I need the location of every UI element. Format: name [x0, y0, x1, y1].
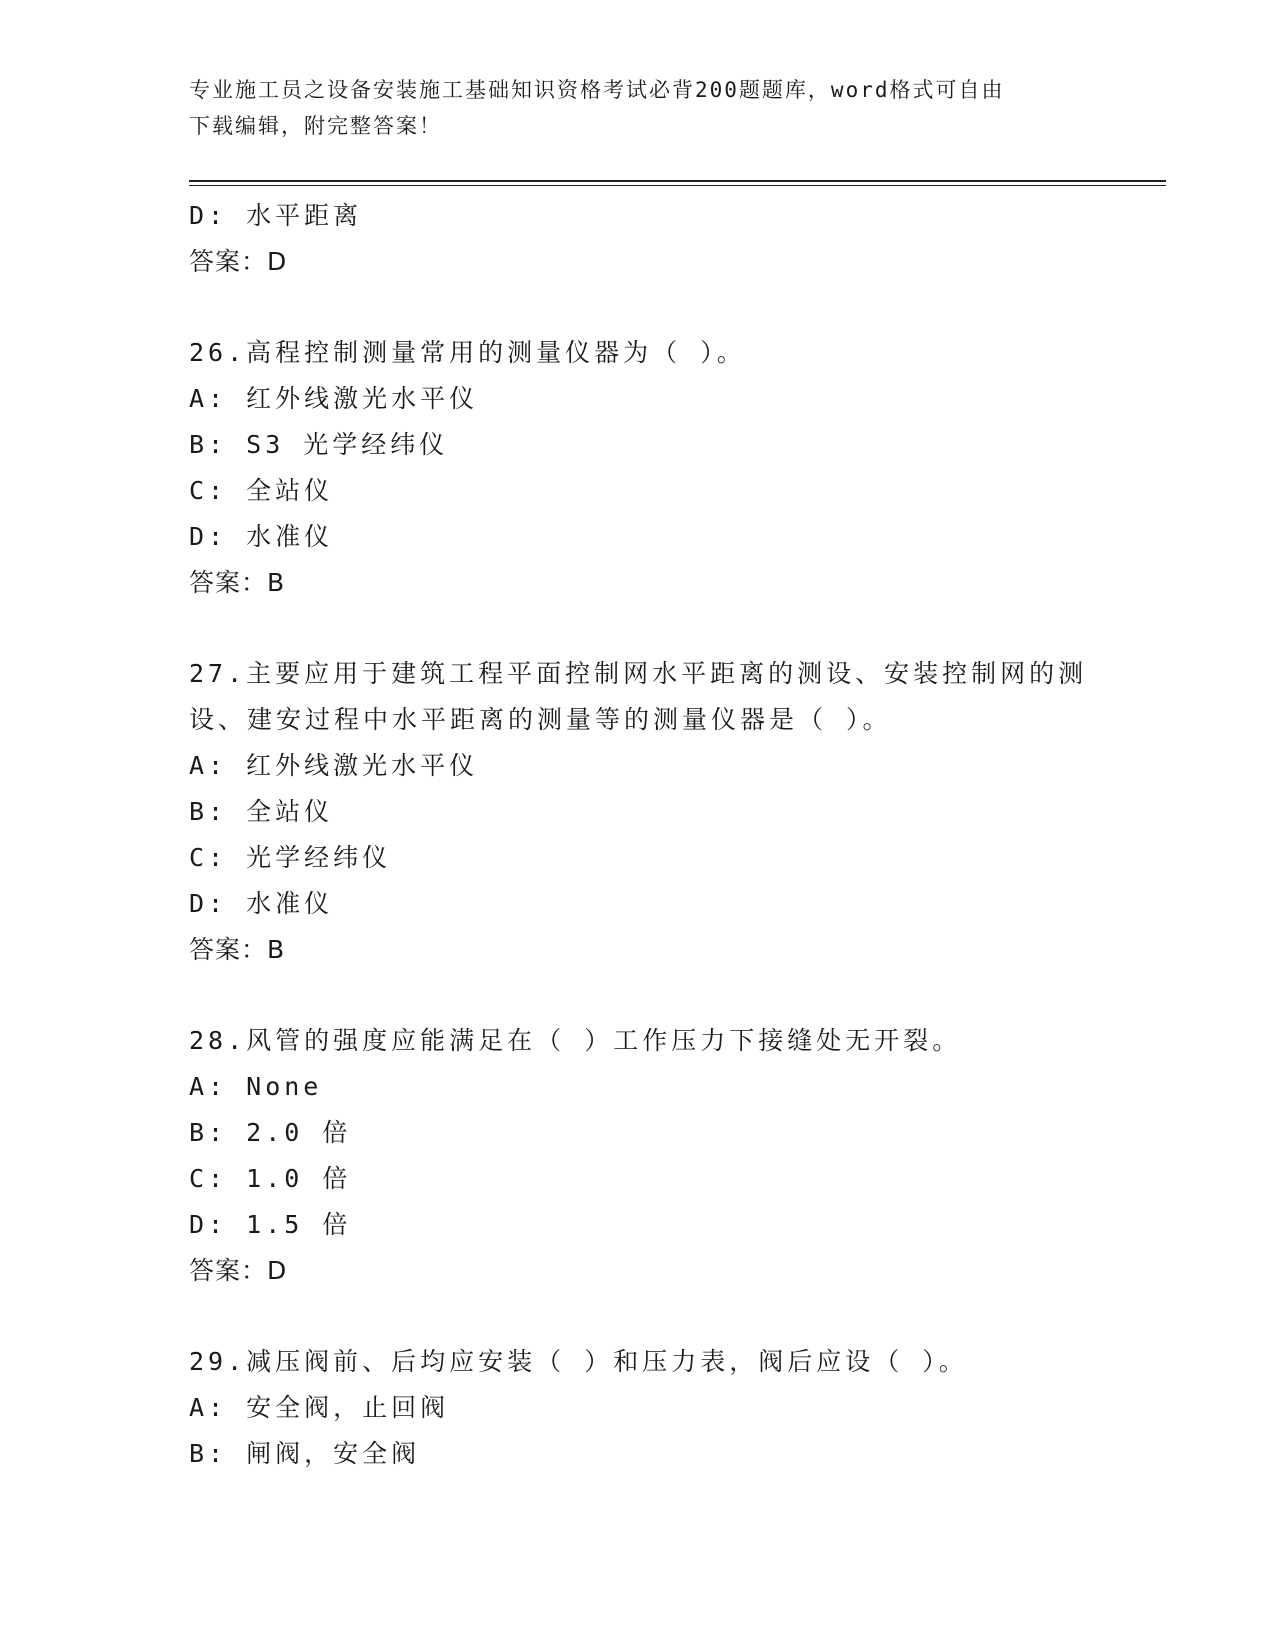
document-header	[189, 72, 1089, 144]
option-b: B: S3 光学经纬仪	[189, 430, 449, 459]
question-text-line-1: 27.主要应用于建筑工程平面控制网水平距离的测设、安装控制网的测	[189, 659, 1088, 688]
spacer	[189, 1294, 1089, 1339]
header-line-1: 专业施工员之设备安装施工基础知识资格考试必背200题题库，word格式可自由	[189, 78, 1005, 102]
option-c: C: 1.0 倍	[189, 1164, 352, 1193]
question-29	[189, 1339, 1089, 1477]
option-b: B: 2.0 倍	[189, 1118, 352, 1147]
option-d: D: 水平距离	[189, 201, 363, 230]
option-a: A: 红外线激光水平仪	[189, 384, 479, 413]
question-text: 29.减压阀前、后均应安装（ ）和压力表，阀后应设（ ）。	[189, 1347, 968, 1376]
option-b: B: 全站仪	[189, 797, 334, 826]
question-27	[189, 651, 1089, 973]
spacer	[189, 973, 1089, 1018]
question-text: 28.风管的强度应能满足在（ ）工作压力下接缝处无开裂。	[189, 1026, 962, 1055]
option-c: C: 光学经纬仪	[189, 843, 392, 872]
question-25-tail	[189, 193, 1089, 285]
option-d: D: 水准仪	[189, 889, 334, 918]
option-a: A: 安全阀，止回阀	[189, 1393, 450, 1422]
spacer	[189, 606, 1089, 651]
option-d: D: 1.5 倍	[189, 1210, 352, 1239]
question-list	[189, 193, 1089, 1477]
question-28	[189, 1018, 1089, 1294]
header-line-2: 下载编辑，附完整答案！	[189, 114, 442, 138]
answer: 答案：D	[189, 1256, 288, 1285]
answer: 答案：D	[189, 247, 288, 276]
option-c: C: 全站仪	[189, 476, 334, 505]
option-d: D: 水准仪	[189, 522, 334, 551]
answer: 答案：B	[189, 935, 286, 964]
spacer	[189, 285, 1089, 330]
option-b: B: 闸阀，安全阀	[189, 1439, 421, 1468]
option-a: A: 红外线激光水平仪	[189, 751, 479, 780]
question-26	[189, 330, 1089, 606]
option-a: A: None	[189, 1072, 323, 1101]
question-text: 26.高程控制测量常用的测量仪器为（ ）。	[189, 338, 746, 367]
question-text-line-2: 设、建安过程中水平距离的测量等的测量仪器是（ ）。	[189, 705, 892, 734]
header-divider-thin	[189, 185, 1166, 186]
header-divider	[189, 180, 1166, 182]
answer: 答案：B	[189, 568, 286, 597]
